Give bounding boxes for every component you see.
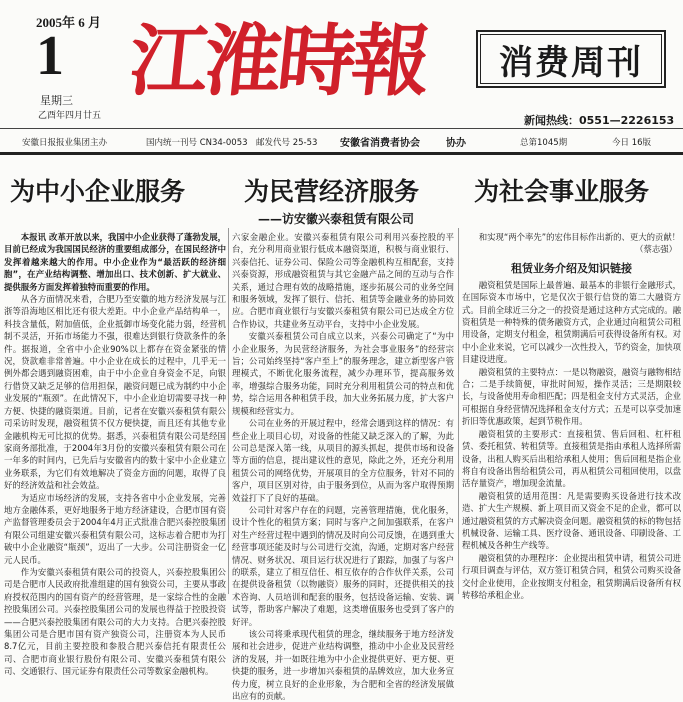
article-paragraph: 六家金融企业。安徽兴泰租赁有限公司利用兴泰控股的平台，充分利用商业银行低成本融资渠道，积极与商业银行、兴泰信托、证券公司、保险公司等金融机构互相配套，支持兴泰资源，形成融资租赁与其它金融产品之间的互动与合作关系，通过合理有效的战略措施，逐步拓展公司的业务空间和服务领域，发挥了银行、信托、租赁等金融业务的协同效应。合肥市商业银行与安徽兴泰租赁有限公司已达成全方位合作协议，共建业务互动平台，支持中小企业发展。 [232, 232, 454, 329]
sidebar-heading: 租赁业务介绍及知识链接 [511, 261, 632, 275]
issue-year-month: 2005年 6 月 [36, 15, 102, 30]
article-paragraph: 从各方面情况来看，合肥乃至安徽的地方经济发展与江浙等沿海地区相比还有很大差距。中小企业产品结构单一，科技含量低，附加值低，企业抵御市场变化能力弱，经营机制不灵活，开拓市场能力不强，很难达到银行贷款条件的条件。据报道，全省中小企业90%以上都存在资金紧张的情况，贷款难非常普遍。中小企业在成长的过程中，几乎无一例外都会遇到融资困难，由于中小企业自身资金不足，向银行借贷又缺乏足够的信用担保，融资问题已成为制约中小企业发展的“瓶颈”。在此情况下，中小企业迫切需要寻找一种方便、快捷的融资渠道。目前，记者在安徽兴泰租赁有限公司采访时发现，融资租赁不仅方便快捷，而且还有其他专业金融机构无可比拟的优势。据悉，兴泰租赁有限公司是经国家商务部批准，于2004年3月份的安徽兴泰租赁有限公司在一年多的时间内，已先后与安徽省内的数十家中小企业建立业务联系，为它们有效地解决了资金方面的问题，取得了良好的经济效益和社会效益。 [4, 294, 226, 491]
weekly-section-title: 消费周刊 [480, 34, 662, 84]
headline-part-1: 为中小企业服务 [10, 177, 186, 206]
page-count: 今日 16版 [612, 138, 652, 148]
sidebar-paragraph: 融资租赁的适用范围：凡是需要购买设备进行技术改造、扩大生产规模、新上项目而又资金不足的企业，都可以通过融资租赁的方式解决资金问题。融资租赁的标的物包括机械设备、运输工具、医疗设备、通讯设备、印刷设备、工程机械及各种生产线等。 [462, 490, 681, 551]
article-column-3 [462, 231, 681, 600]
headline [0, 168, 683, 212]
sidebar-paragraph: 融资租赁的办理程序：企业提出租赁申请，租赁公司进行项目调查与评估，双方签订租赁合同，租赁公司购买设备交付企业使用，企业按期支付租金，租赁期满后设备所有权转移给承租企业。 [462, 552, 681, 600]
masthead-double-rule [0, 152, 683, 155]
co-organizer: 安徽省消费者协会 [340, 138, 420, 149]
headline-subtitle: ——访安徽兴泰租赁有限公司 [258, 212, 415, 226]
issue-day: 1 [36, 25, 64, 87]
column-divider [458, 228, 459, 594]
headline-part-2: 为民营经济服务 [244, 177, 420, 206]
article-paragraph: 为适应市场经济的发展，支持各省中小企业发展，完善地方金融体系，更好地服务于地方经济建设，合肥市国有资产监督管理委员会于2004年4月正式批准合肥兴泰控股集团有限公司组建安徽兴泰租赁有限公司，这标志着合肥市为打破中小企业融资“瓶颈”，迈出了一大步。公司注册资金一亿元人民币。 [4, 492, 226, 565]
article-paragraph: 该公司将秉承现代租赁的理念，继续服务于地方经济发展和社会进步，促进产业结构调整，推动中小企业及民营经济的发展，并一如既往地为中小企业提供更好、更方便、更快捷的服务，进一步增加兴泰租赁的品牌效应，加大业务宣传力度，树立良好的企业形象，为合肥和全省的经济发展做出应有的贡献。 [232, 629, 454, 702]
article-paragraph: 公司在业务的开展过程中，经常会遇到这样的情况：有些企业上项目心切，对设备的性能又缺乏深入的了解，为此公司总是深入第一线，从项目的源头抓起，提供市场和设备等方面的信息，提出建议性的意见，除此之外，还充分利用租赁公司的网络优势，开展项目的全方位服务，针对不同的客户，项目区别对待，由于服务到位，从而为客户取得预期效益打下了良好的基础。 [232, 418, 454, 503]
article-paragraph: 本报讯 改革开放以来，我国中小企业获得了蓬勃发展，目前已经成为我国国民经济的重要组成部分，在国民经济中发挥着越来越大的作用。中小企业作为“最活跃的经济细胞”，在产业结构调整、增加出口、技术创新、扩大就业、提供服务方面发挥着独特而重要的作用。 [4, 232, 226, 292]
article-column-2 [232, 231, 454, 702]
sidebar-paragraph: 融资租赁是国际上最普遍、最基本的非银行金融形式，在国际资本市场中，它是仅次于银行信贷的第二大融资方式。目前全球近三分之一的投资是通过这种方式完成的。融资租赁是一种特殊的债务融资方式，企业通过向租赁公司租用设备，定期支付租金，租赁期满后可获得设备所有权。对中小企业来说，它可以减少一次性投入，节约资金，加快项目建设进度。 [462, 279, 681, 365]
masthead-info-bar [0, 132, 683, 150]
newspaper-logo: 江淮時報 [125, 16, 431, 107]
postal-code: 邮发代号 25-53 [256, 138, 318, 148]
article-paragraph: 安徽兴泰租赁公司自成立以来，兴泰公司确定了“为中小企业服务，为民营经济服务，为社会事业服务”的经营宗旨；公司始终坚持“客户至上”的服务理念，建立新型客户管理模式，不断优化服务流程，减少办理环节，提高服务效率，增强综合服务功能，同时充分利用租赁公司的特点和优势，综合运用各种租赁手段，加大业务拓展力度，扩大客户规模和经营实力。 [232, 331, 454, 416]
sidebar-paragraph: 融资租赁的主要特点：一是以物融资，融资与融物相结合；二是手续简便，审批时间短，操作灵活；三是期限较长，与设备使用寿命相匹配；四是租金支付方式灵活，企业可根据自身经营情况选择租金支付方式；五是可以享受加速折旧等优惠政策，起到节税作用。 [462, 366, 681, 427]
article-author: （蔡志强） [635, 244, 677, 255]
headline-part-3: 为社会事业服务 [474, 177, 650, 206]
news-hotline: 新闻热线：0551—2226153 [524, 114, 675, 127]
article-closing: 和实现“两个率先”的宏伟目标作出新的、更大的贡献！ [478, 232, 681, 242]
masthead [0, 0, 683, 156]
sponsor: 安徽日报报业集团主办 [22, 138, 108, 148]
masthead-divider [0, 128, 683, 129]
sidebar-paragraph: 融资租赁的主要形式：直接租赁、售后回租、杠杆租赁、委托租赁、转租赁等。直接租赁是指由承租人选择所需设备，出租人购买后出租给承租人使用；售后回租是指企业将自有设备出售给租赁公司，再从租赁公司租回使用，以盘活存量资产，增加现金流量。 [462, 428, 681, 489]
cn-number: 国内统一刊号 CN34-0053 [146, 138, 248, 148]
co-organizer-role: 协办 [446, 138, 466, 149]
article-column-1 [4, 231, 226, 677]
article-paragraph: 作为安徽兴泰租赁有限公司的投资人，兴泰控股集团公司是合肥市人民政府批准组建的国有独资公司，主要从事政府授权范围内的国有资产的经营管理，是一家综合性的金融控股集团公司。兴泰控股集团公司的发展也得益于控股投资——合肥兴泰控股集团有限公司的大力支持。合肥兴泰控股集团公司是合肥市国有资产独资公司，注册资本为人民币8.7亿元，目前主要控股和参股合肥兴泰信托有限责任公司、合肥市商业银行股份有限公司、安徽兴泰租赁有限公司、交通银行、国元证券有限责任公司等数家金融机构。 [4, 566, 226, 677]
issue-number: 总第1045期 [520, 138, 568, 148]
weekly-section-box [476, 30, 666, 88]
article-paragraph: 公司针对客户存在的问题，完善管理措施，优化服务，设计个性化的租赁方案；同时与客户之间加强联系，在客户对生产经营过程中遇到的情况及时向公司反馈，在遇到重大经营事项还能及时与公司进行交流，沟通，定期对客户经营情况、财务状况、项目运行状况进行了跟踪，加强了与客户的联系，建立了相互信任、相互依存的合作伙伴关系，公司在提供设备租赁（以物融资）服务的同时，还提供相关的技术咨询、人员培训和配套的服务，包括设备运输、安装、调试等，帮助客户解决了难题，这类增值服务也受到了客户的好评。 [232, 504, 454, 627]
issue-lunar-date: 乙酉年四月廿五 [38, 111, 102, 121]
issue-weekday: 星期三 [40, 94, 73, 107]
column-divider [228, 228, 229, 594]
